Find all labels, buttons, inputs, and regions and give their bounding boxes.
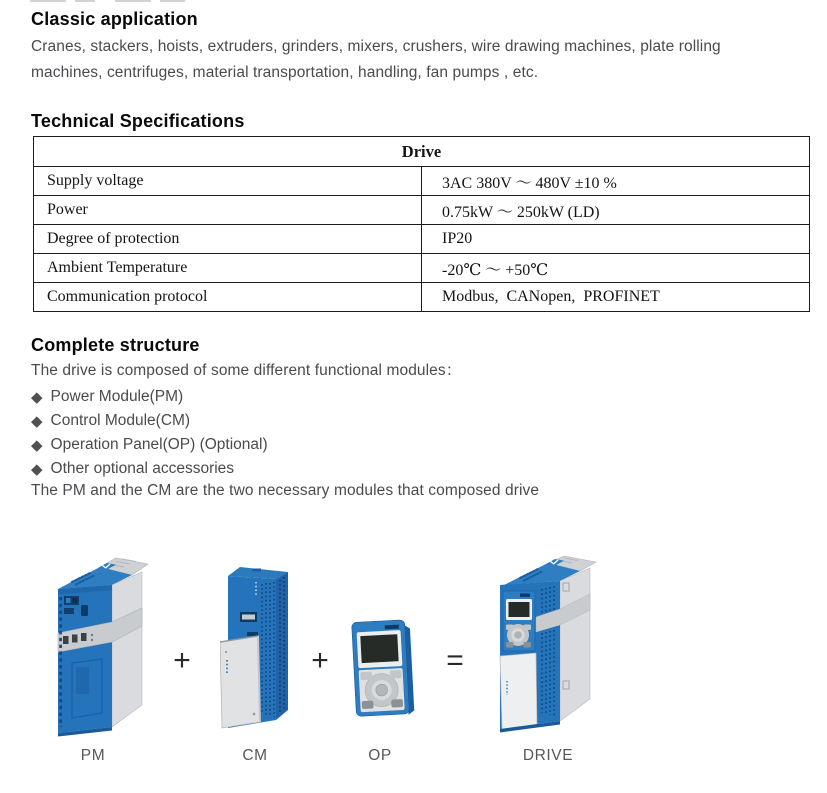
spec-label-cell: Power [34,196,422,225]
cm-illustration [220,562,302,734]
spec-label-cell: Supply voltage [34,167,422,196]
table-header-cell: Drive [34,137,810,167]
diamond-bullet-icon: ◆ [31,460,43,478]
clipped-text-artifact [115,0,151,2]
technical-specifications-heading: Technical Specifications [31,111,245,131]
table-row [34,283,810,312]
spec-label-cell: Ambient Temperature [34,254,422,283]
spec-value-cell: 3AC 380V ～ 480V ±10 % [422,167,810,196]
table-row [34,225,810,254]
module-bullet-list [31,385,268,481]
classic-application-heading: Classic application [31,9,198,29]
drive-screen [509,602,530,617]
bullet-label: Power Module(PM) [50,388,184,405]
table-header-row [34,137,810,167]
table-row [34,167,810,196]
device-label-drive: DRIVE [522,747,574,764]
op-logo [385,625,399,630]
complete-structure-intro: The drive is composed of some different functional modules： [31,362,462,379]
drive-logo [520,594,530,597]
spec-label-cell: Degree of protection [34,225,422,254]
op-illustration [347,614,418,721]
complete-structure-outro: The PM and the CM are the two necessary modules that composed drive [31,482,540,499]
op-screen [360,634,398,663]
bullet-label: Other optional accessories [50,460,235,477]
clipped-text-artifact [75,0,95,2]
clipped-text-artifact [30,0,66,2]
plus-operator: + [311,644,329,677]
pm-illustration [50,555,150,737]
spec-value-cell: IP20 [422,225,810,254]
table-row [34,254,810,283]
equals-operator: = [446,644,464,677]
spec-value-cell: Modbus, CANopen, PROFINET [422,283,810,312]
device-label-op: OP [368,747,392,764]
specifications-table [33,136,810,312]
device-label-pm: PM [80,747,106,764]
diamond-bullet-icon: ◆ [31,388,43,406]
list-item [31,433,268,457]
spec-label-cell: Communication protocol [34,283,422,312]
list-item [31,457,268,481]
spec-value-cell: -20℃ ～ +50℃ [422,254,810,283]
clipped-text-artifact [160,0,185,2]
device-label-cm: CM [242,747,268,764]
table-row [34,196,810,225]
spec-value-cell: 0.75kW ～ 250kW (LD) [422,196,810,225]
complete-structure-heading: Complete structure [31,335,200,355]
list-item [31,409,268,433]
list-item [31,385,268,409]
diamond-bullet-icon: ◆ [31,412,43,430]
bullet-label: Operation Panel(OP) (Optional) [50,436,268,453]
classic-application-paragraph: Cranes, stackers, hoists, extruders, grinders, mixers, crushers, wire drawing machines, plate rolling machines, centrifuges, material transportation, handling, fan pumps , etc. [31,38,721,81]
diamond-bullet-icon: ◆ [31,436,43,454]
drive-illustration [490,553,612,737]
bullet-label: Control Module(CM) [50,412,191,429]
plus-operator: + [173,644,191,677]
